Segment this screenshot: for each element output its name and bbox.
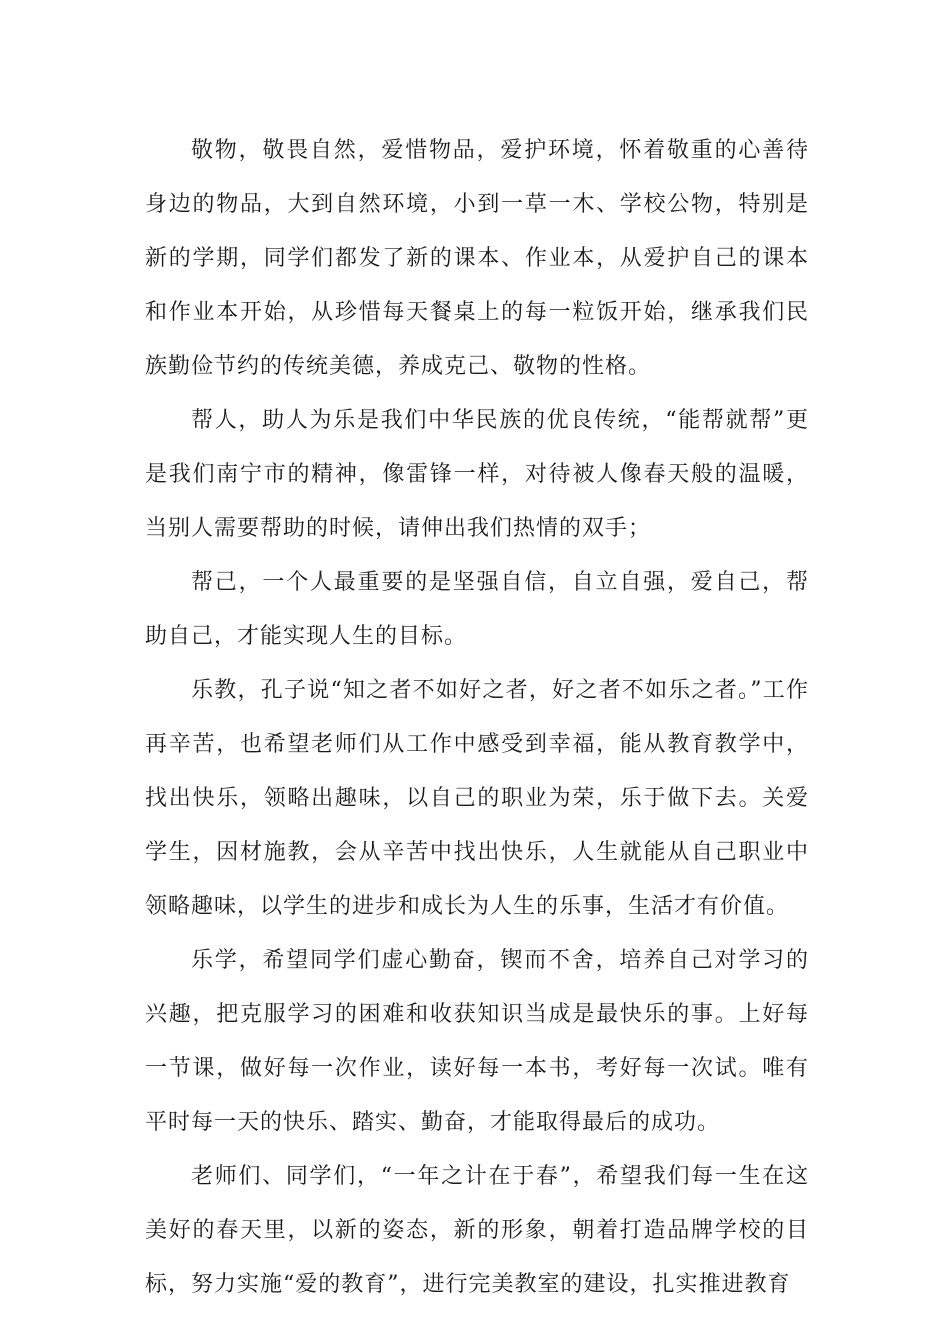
paragraph-help-self: 帮己，一个人最重要的是坚强自信，自立自强，爱自己，帮助自己，才能实现人生的目标。 [145,570,809,649]
paragraph-joyful-teaching: 乐教，孔子说“知之者不如好之者，好之者不如乐之者。”工作再辛苦，也希望老师们从工作中感受到幸福，能从教育教学中，找出快乐，领略出趣味，以自己的职业为荣，乐于做下去。关爱学生，因材施教，会从辛苦中找出快乐，人生就能从自己职业中领略趣味，以学生的进步和成长为人生的乐事，生活才有价值。 [145,678,809,919]
paragraph-closing: 老师们、同学们，“一年之计在于春”，希望我们每一生在这美好的春天里，以新的姿态，新的形象，朝着打造品牌学校的目标，努力实施“爱的教育”，进行完美教室的建设，扎实推进教育 [145,1164,809,1297]
paragraph-help-others: 帮人，助人为乐是我们中华民族的优良传统，“能帮就帮”更是我们南宁市的精神，像雷锋一样，对待被人像春天般的温暖，当别人需要帮助的时候，请伸出我们热情的双手； [145,408,809,541]
paragraph-respect-things: 敬物，敬畏自然，爱惜物品，爱护环境，怀着敬重的心善待身边的物品，大到自然环境，小到一草一木、学校公物，特别是新的学期，同学们都发了新的课本、作业本，从爱护自己的课本和作业本开始，从珍惜每天餐桌上的每一粒饭开始，继承我们民族勤俭节约的传统美德，养成克己、敬物的性格。 [145,138,809,379]
paragraph-joyful-learning: 乐学，希望同学们虚心勤奋，锲而不舍，培养自己对学习的兴趣，把克服学习的困难和收获知识当成是最快乐的事。上好每一节课，做好每一次作业，读好每一本书，考好每一次试。唯有平时每一天的快乐、踏实、勤奋，才能取得最后的成功。 [145,948,809,1135]
document-body [145,124,809,1312]
